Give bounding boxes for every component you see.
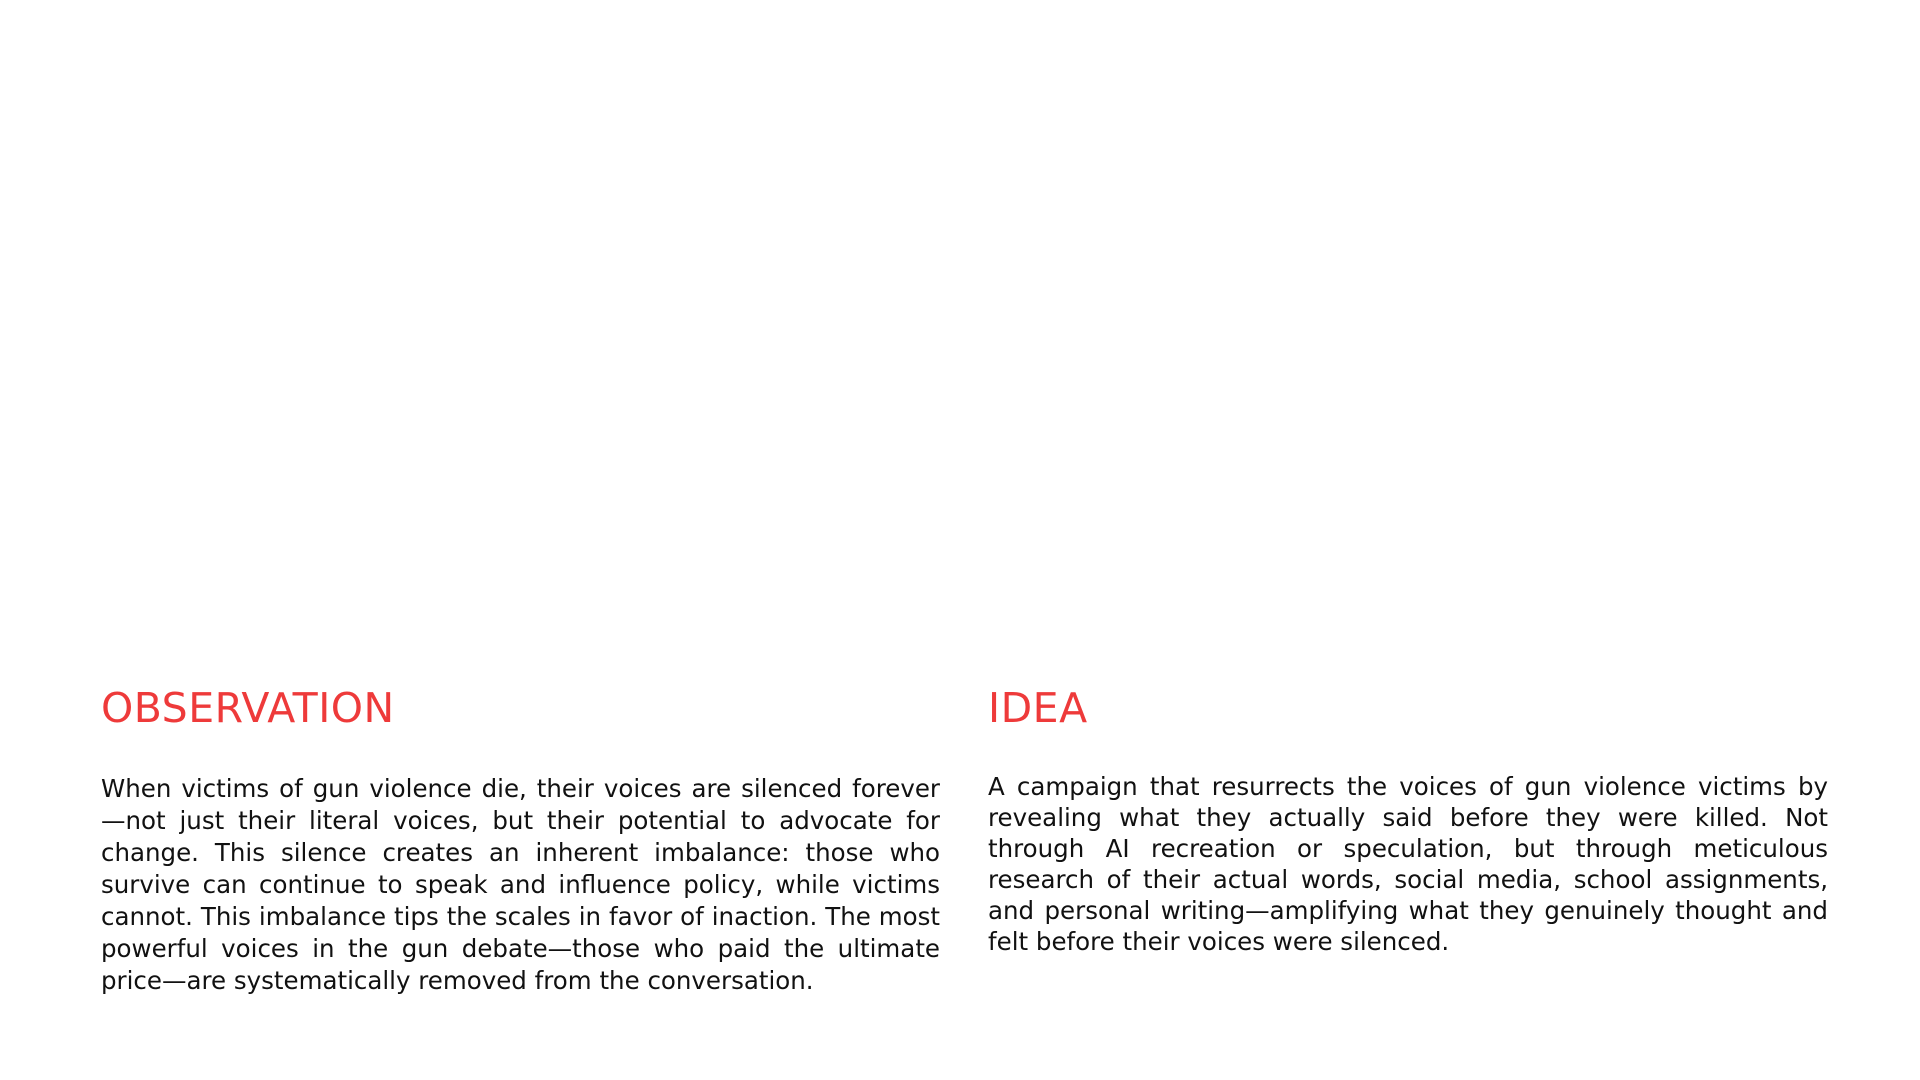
idea-heading: IDEA [988, 684, 1088, 732]
idea-section [988, 682, 1828, 957]
observation-section [101, 682, 940, 997]
idea-body: A campaign that resurrects the voices of gun violence victims by revealing what they actually said before they were killed. Not through AI recreation or speculation, but through meticulous research of their actual words, social media, school assignments, and personal writing—amplifying what they genuinely thought and felt before their voices were silenced. [988, 772, 1828, 956]
observation-heading: OBSERVATION [101, 684, 395, 732]
observation-body: When victims of gun violence die, their voices are silenced forever—not just their literal voices, but their potential to advocate for change. This silence creates an inherent imbalance: those who survive can continue to speak and influence policy, while victims cannot. This imbalance tips the scales in favor of inaction. The most powerful voices in the gun debate—those who paid the ultimate price—are systematically removed from the conversation. [101, 774, 940, 995]
